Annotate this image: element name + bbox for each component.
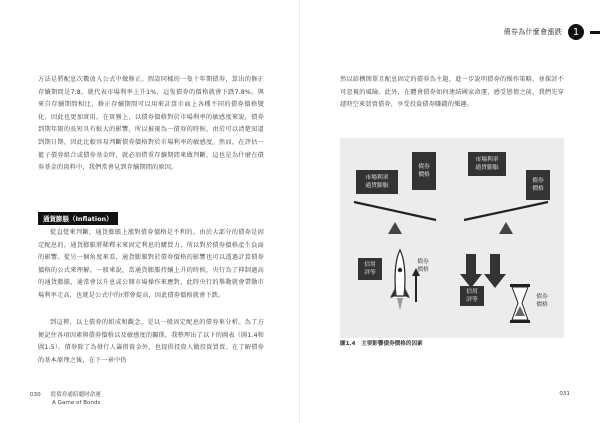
- label-bond-price-left: 債券 價格: [412, 152, 436, 190]
- left-footer-title: 從債券通賠聽財命運: [50, 392, 101, 398]
- left-paragraph-1: 方法是將配息次數放入公式中做修正。假設同樣的一隻十年期債券，算出的修正存續期間是7.8，就代表市場利率上升1%，這隻債券的價格就會下跌7.8%。與來自存續期間相比，修正存續期間可以用來計算市面上各種不同的債券價格變化，因此也更加實用。在實務上，以債券價格對於市場利率的敏感度來說，債券到期年限的長短具有較大的影響，所以被視為一債券的時候，由於可以清楚知道到期日期，因此比較容易判斷債券價格對於市場利率的敏感度。然而，在評估一籃子債券組合或債券基金時，就必須借重存續期間來做判斷，這也是為什麼在債券基金的資料中，我們常會見到存續期間的原因。: [38, 76, 264, 172]
- hourglass-icon: [510, 284, 530, 323]
- header-bar: [590, 31, 600, 34]
- left-paragraph-2: 從直覺來判斷，通貨膨脹上漲對債券價格是不利的。由於大部分的債券是固定配息的，通貨膨脹將稀釋未來固定利息的購買力，所以對於債券價格產生負面的影響。從另一個角度來看，通貨膨脹對於債券價格的影響也可以透過計算債券價格的公式來理解。一般來說，當通貨膨脹持續上升的時候，央行為了抑制過高的通貨膨脹，通常會以升息或公開市場操作來應對，此時央行的舉動就會帶動市場利率走高，也就是公式中的r將會提高，因此債券價格就會下跌。: [38, 229, 264, 299]
- figure-caption: 圖1.4 主要影響債券價格的因素: [340, 341, 423, 347]
- down-arrow-icon: [460, 254, 482, 288]
- seesaw-left-beam: [354, 202, 436, 220]
- label-credit-rating-left: 信用 評等: [358, 258, 382, 280]
- figure-1-4: [340, 138, 564, 338]
- chapter-title: 債券為什麼會漲跌: [503, 28, 562, 36]
- seesaw-left-fulcrum: [388, 222, 402, 234]
- running-header: [504, 24, 600, 40]
- section-heading: [38, 212, 118, 225]
- label-bond-price-right: 債券 價格: [526, 170, 550, 200]
- label-bond-price-hourglass: 債券 價格: [536, 293, 548, 308]
- chapter-number-badge: 1: [568, 24, 584, 40]
- label-rate-inflation-left: 市場利率 通貨膨脹: [356, 170, 398, 194]
- seesaw-right-beam: [464, 202, 548, 220]
- section-heading-label: 通貨膨脹（Inflation）: [38, 212, 118, 225]
- left-footer-page-number: 030: [30, 392, 41, 398]
- down-arrow-right-icon: [484, 254, 506, 288]
- seesaw-right-fulcrum: [499, 222, 513, 234]
- left-footer: [30, 391, 101, 407]
- left-paragraph-3: 到這裡，以上債券的組成和觀念，是以一般固定配息的債券來分析。為了方便記住各項因素與債券價格以及敏感度的關係，我整理出了以下的圖表（圖1.4和圖1.5）。債券除了為發行人籌措資金外，也提供投資人做投資買賣。在了解債券的基本原理之後，在下一章中仍: [38, 319, 264, 364]
- right-footer-page-number: 031: [559, 391, 570, 397]
- label-rate-inflation-right: 市場利率 通貨膨脹: [468, 152, 506, 176]
- rocket-icon: [390, 250, 410, 310]
- label-credit-rating-right: 信用 評等: [460, 286, 484, 306]
- right-paragraph-1: 然以結構簡單且配息固定的債券為主題，進一步說明債券的操作策略，並探討不可忽視的風險。此外，在體會債券如何連結國家命運、感受戀情之前，我們先穿越時空來買賣債券，享受投資債券賺錢的樂趣。: [340, 76, 564, 109]
- label-bond-price-rocket: 債券 價格: [417, 258, 429, 273]
- left-footer-subtitle: A Game of Bonds: [52, 400, 101, 406]
